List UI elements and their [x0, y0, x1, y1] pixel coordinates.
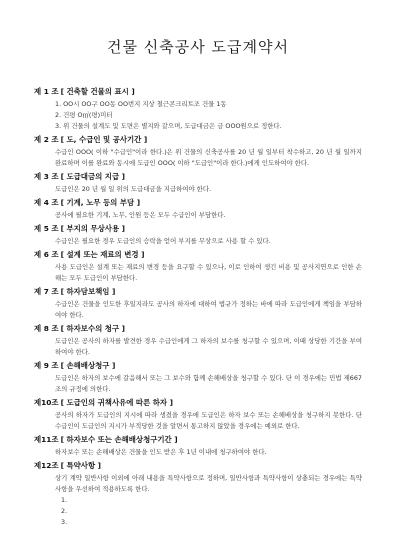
article-body — [34, 147, 362, 169]
article-number: 제 2 조 — [34, 135, 59, 144]
article-number: 제 3 조 — [34, 172, 59, 181]
article-text: 수급인 OOO( 이하 "수급인"이라 한다.)은 위 건물의 신축공사를 20 년 월 일부터 착수하고, 20 년 월 일까지 완료하며 이를 완료와 동시에 도급인 OOO( 이하 "도급인"이라 한다.)에게 인도하여야 한다. — [55, 148, 362, 167]
article-heading — [34, 461, 362, 471]
article-body — [34, 410, 362, 432]
article-text: 수급인은 필요한 경우 도급인의 승락을 얻어 부지를 무상으로 사용 할 수 있다. — [55, 237, 271, 245]
article-title: [ 특약사항 ] — [60, 461, 102, 470]
article-heading — [34, 87, 362, 97]
article — [34, 324, 362, 358]
special-item: 3. — [61, 518, 68, 526]
document-title: 건물 신축공사 도급계약서 — [107, 38, 289, 56]
article — [34, 361, 362, 395]
article-title: [ 부지의 무상사용 ] — [60, 224, 126, 233]
article-title: [ 건축할 건물의 표시 ] — [60, 87, 135, 96]
article-title: [ 하자보수 또는 손해배상청구기간 ] — [60, 435, 178, 444]
article-title: [ 기계, 노무 등의 부담 ] — [60, 198, 141, 207]
article-heading — [34, 287, 362, 297]
article-heading — [34, 198, 362, 208]
article — [34, 198, 362, 221]
article-title: [ 하자보수의 청구 ] — [60, 324, 126, 333]
article — [34, 172, 362, 195]
article — [34, 135, 362, 169]
article-body — [34, 299, 362, 321]
article-text: 3. 위 건물의 설계도 및 도면은 별지와 같으며, 도급대금은 금 OOO원으로 정한다. — [55, 122, 282, 130]
article-number: 제11조 — [34, 435, 59, 444]
article-heading — [34, 172, 362, 182]
article-number: 제12조 — [34, 461, 59, 470]
article-text: 1. OO시 OO구 OO동 OO번지 지상 철근콘크리트조 건물 1동 — [55, 100, 227, 108]
article — [34, 398, 362, 432]
article — [34, 435, 362, 458]
article-body — [34, 184, 362, 195]
article-body — [34, 447, 362, 458]
article-text: 하자보수 또는 손해배상은 건물을 인도 받은 후 1년 이내에 청구하여야 한다. — [55, 448, 267, 456]
article — [34, 250, 362, 284]
article-body — [34, 262, 362, 284]
article-number: 제10조 — [34, 398, 59, 407]
article — [34, 287, 362, 321]
article-text: 사용 도급인은 설계 또는 재료의 변경 등을 요구할 수 있으나, 이로 인하여 생긴 비용 및 공사지연으로 인한 손해는 모두 도급인이 부담한다. — [55, 263, 362, 282]
article-body — [34, 336, 362, 358]
article-number: 제 7 조 — [34, 287, 59, 296]
article-body — [34, 373, 362, 395]
article-text: 공사의 하자가 도급인의 지시에 따라 생겼을 경우에 도급인은 하자 보수 또는 손해배상을 청구하지 못한다. 단 수급인이 도급인의 지시가 부적당한 것을 알면서 통고하지 않았을 경우에는 예외로 한다. — [55, 411, 362, 430]
article-title: [ 도, 수급인 및 공사기간 ] — [60, 135, 148, 144]
special-item: 2. — [61, 507, 68, 515]
article-list — [34, 87, 362, 528]
article-text: 도급인은 20 년 월 일 위의 도급대금을 지급하여야 한다. — [55, 185, 212, 193]
article-heading — [34, 224, 362, 234]
article-title: [ 도급대금의 지급 ] — [60, 172, 126, 181]
article-text: 수급인은 건물을 인도한 후일지라도 공사의 하자에 대하여 법규가 정하는 바에 따라 도급인에게 책임을 부담하여야 한다. — [55, 300, 362, 319]
article-heading — [34, 324, 362, 334]
article-number: 제 9 조 — [34, 361, 59, 370]
article-title: [ 도급인의 귀책사유에 따른 하자 ] — [60, 398, 174, 407]
article-title: [ 손해배상청구 ] — [60, 361, 116, 370]
article-heading — [34, 398, 362, 408]
article-body — [34, 99, 362, 132]
article-text: 도급인은 하자의 보수에 갈음해서 또는 그 보수와 함께 손해배상을 청구할 수 있다. 단 이 경우에는 민법 제667조의 규정에 의한다. — [55, 374, 362, 393]
article-number: 제 4 조 — [34, 198, 59, 207]
article-number: 제 1 조 — [34, 87, 59, 96]
article-heading — [34, 435, 362, 445]
article-number: 제 5 조 — [34, 224, 59, 233]
special-item: 1. — [61, 496, 68, 504]
article-text: 상기 계약 일반사항 이외에 아래 내용을 특약사항으로 정하며, 일반사항과 특약사항이 상충되는 경우에는 특약사항을 우선하여 적용하도록 한다. — [55, 474, 362, 493]
article-number: 제 8 조 — [34, 324, 59, 333]
article-heading — [34, 361, 362, 371]
article-body — [34, 236, 362, 247]
article — [34, 87, 362, 132]
article-text: 공사에 필요한 기계, 노무, 인원 등은 모두 수급인이 부담한다. — [55, 211, 226, 219]
article-heading — [34, 250, 362, 260]
article-body — [34, 210, 362, 221]
article-title: [ 설계 또는 재료의 변경 ] — [60, 250, 145, 259]
article-text: 2. 건평 O㎡(평)미터 — [55, 111, 113, 119]
article-number: 제 6 조 — [34, 250, 59, 259]
article — [34, 461, 362, 528]
article-text: 도급인은 공사의 하자를 발견한 경우 수급인에게 그 하자의 보수를 청구할 수 있으며, 이때 상당한 기간을 부여하여야 한다. — [55, 337, 362, 356]
article-body — [34, 473, 362, 528]
article-title: [ 하자담보책임 ] — [60, 287, 116, 296]
article — [34, 224, 362, 247]
article-heading — [34, 135, 362, 145]
